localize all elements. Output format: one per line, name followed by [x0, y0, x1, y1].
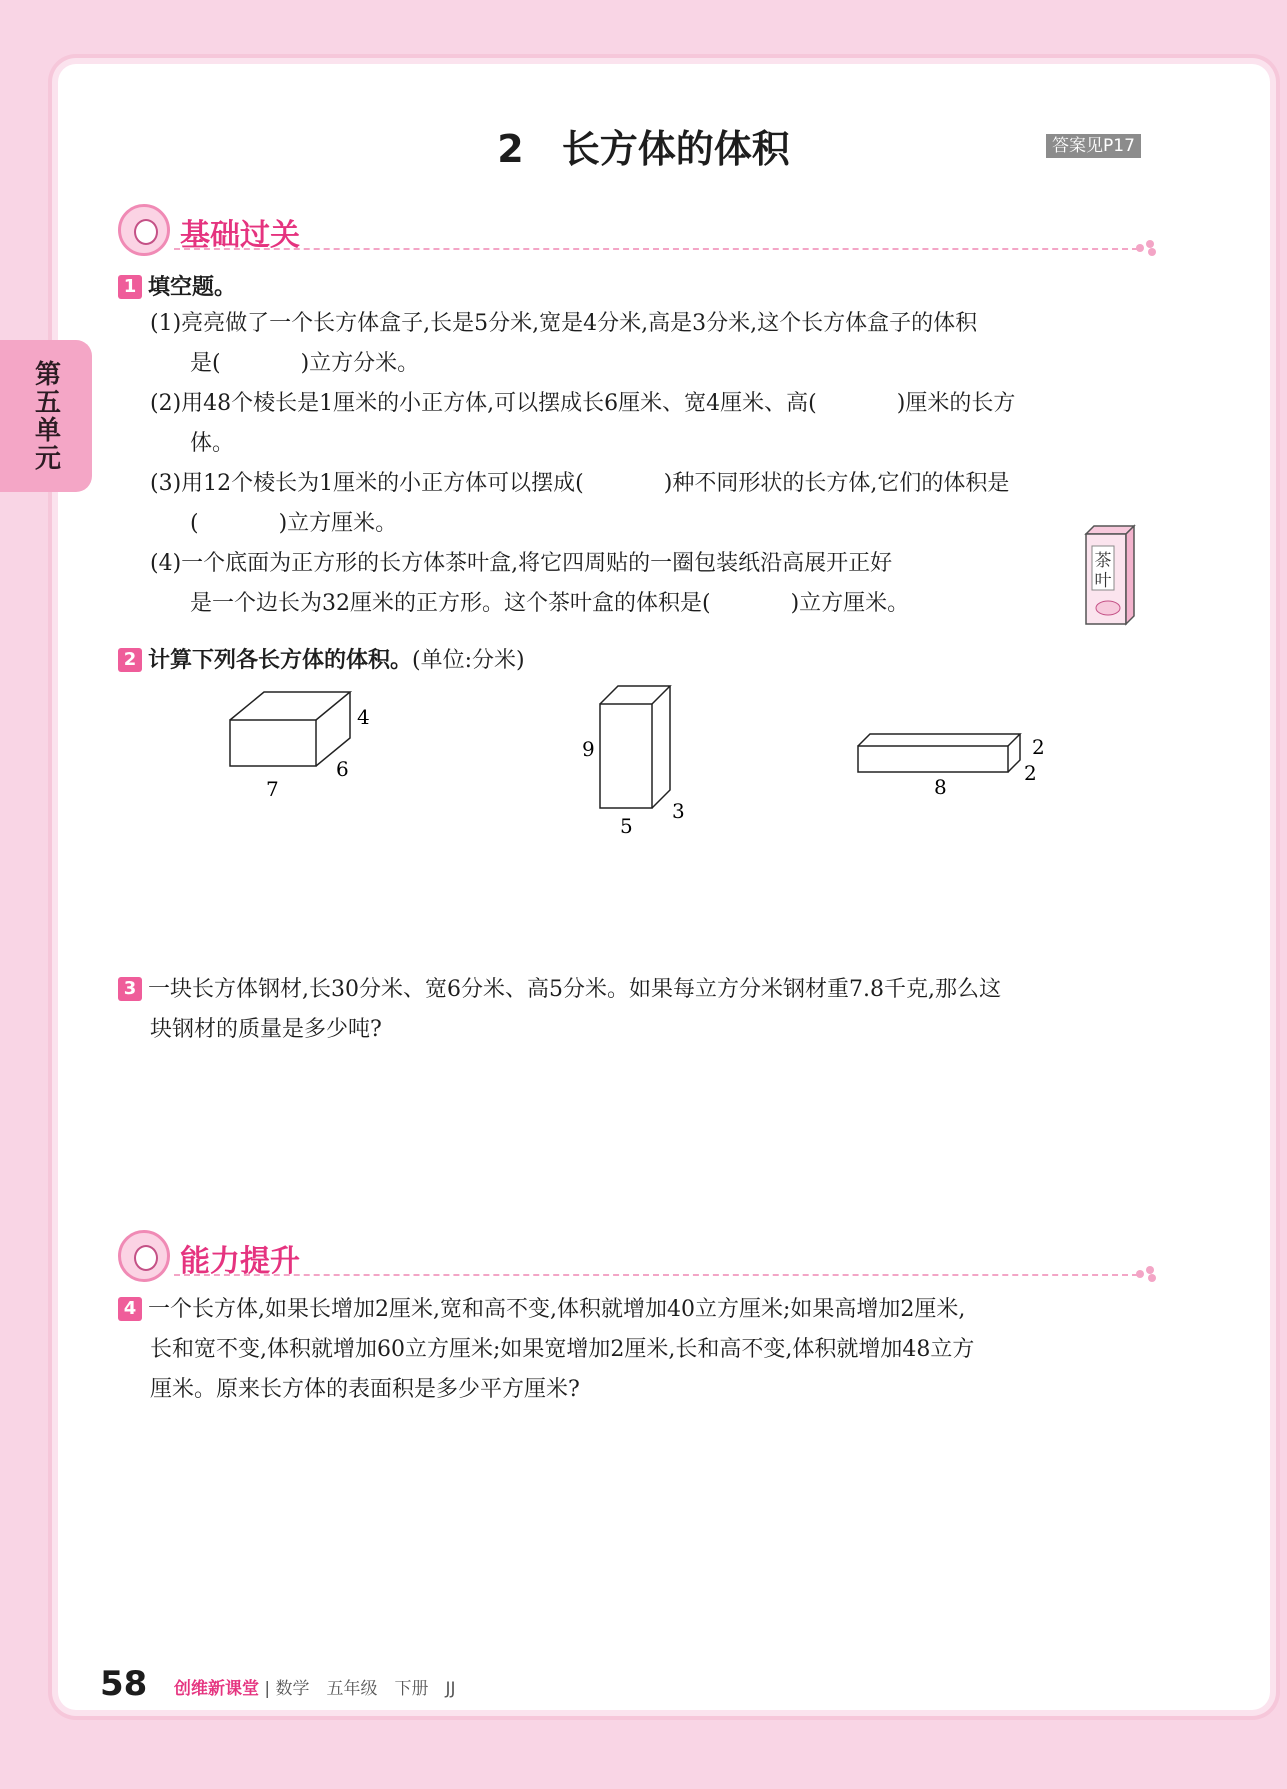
text-fragment: 一个长方体,如果长增加2厘米,宽和高不变,体积就增加40立方厘米;如果高增加2厘米, [148, 1297, 966, 1322]
tea-label-char-1: 茶 [1094, 551, 1112, 571]
page-title: 2 长方体的体积 [497, 127, 790, 171]
footer-brand: 创维新课堂 | 数学 五年级 下册 JJ [174, 1679, 456, 1699]
q1-part4-line2 [190, 584, 909, 624]
text-fragment: )种不同形状的长方体,它们的体积是 [663, 471, 1010, 496]
question-number-badge: 3 [118, 977, 142, 1001]
dots-decoration-icon [1136, 240, 1158, 254]
q1-part2-line1 [150, 384, 1015, 424]
q1-part1-line2 [190, 344, 419, 384]
text-fragment: )立方分米。 [300, 351, 420, 376]
box3-length-label: 8 [934, 775, 947, 799]
q1-part3-line2 [190, 504, 397, 544]
q1-part4-line1: (4)一个底面为正方形的长方体茶叶盒,将它四周贴的一圈包装纸沿高展开正好 [150, 551, 893, 576]
box3-width-label: 2 [1024, 761, 1037, 785]
text-fragment: )立方厘米。 [278, 511, 398, 536]
q1-part2-line2: 体。 [190, 431, 235, 456]
text-fragment: 是( [190, 351, 221, 376]
question-2-unit: (单位:分米) [412, 648, 525, 673]
box3-height-label: 2 [1032, 735, 1045, 759]
question-3-line2: 块钢材的质量是多少吨? [150, 1017, 382, 1042]
tea-box-icon [1078, 524, 1138, 628]
dots-decoration-icon [1136, 1266, 1158, 1280]
question-1-title: 填空题。 [148, 275, 237, 300]
footer-meta: 数学 五年级 下册 JJ [275, 1679, 456, 1699]
question-2-title: 计算下列各长方体的体积。 [148, 648, 413, 673]
box2-length-label: 5 [620, 814, 633, 838]
cuboid-figure-3 [850, 726, 1050, 810]
mascot-icon [118, 1230, 170, 1282]
cuboid-figure-1 [220, 680, 380, 810]
text-fragment: 是一个边长为32厘米的正方形。这个茶叶盒的体积是( [190, 591, 711, 616]
dashed-divider [174, 1274, 1138, 1276]
box1-height-label: 4 [357, 705, 370, 729]
text-fragment: )厘米的长方 [896, 391, 1016, 416]
unit-side-tab [0, 340, 92, 492]
question-4-line1 [118, 1290, 1160, 1330]
answer-reference-tag: 答案见P17 [1046, 134, 1141, 158]
question-number-badge: 1 [118, 275, 142, 299]
question-1-heading [118, 270, 236, 301]
box1-width-label: 6 [336, 757, 349, 781]
section-title-basic: 基础过关 [180, 218, 300, 253]
box2-height-label: 9 [582, 737, 595, 761]
text-fragment: (2)用48个棱长是1厘米的小正方体,可以摆成长6厘米、宽4厘米、高( [150, 391, 817, 416]
question-3-line1 [118, 970, 1158, 1010]
dashed-divider [174, 248, 1138, 250]
box2-width-label: 3 [672, 799, 685, 823]
section-header-basic [118, 204, 1158, 264]
question-4-line3: 厘米。原来长方体的表面积是多少平方厘米? [150, 1377, 580, 1402]
q1-part3-line1 [150, 464, 1009, 504]
text-fragment: )立方厘米。 [790, 591, 910, 616]
question-number-badge: 2 [118, 648, 142, 672]
unit-side-tab-label: 第五单元 [30, 360, 61, 472]
question-2-heading [118, 643, 525, 674]
q1-part1-line1: (1)亮亮做了一个长方体盒子,长是5分米,宽是4分米,高是3分米,这个长方体盒子的体积 [150, 311, 978, 336]
text-fragment: (3)用12个棱长为1厘米的小正方体可以摆成( [150, 471, 584, 496]
question-4-line2: 长和宽不变,体积就增加60立方厘米;如果宽增加2厘米,长和高不变,体积就增加48立方 [150, 1337, 975, 1362]
question-number-badge: 4 [118, 1297, 142, 1321]
cuboid-figure-2 [576, 678, 696, 838]
box1-length-label: 7 [266, 777, 279, 801]
page-number: 58 [100, 1664, 148, 1704]
footer-brand-name: 创维新课堂 [174, 1679, 259, 1699]
tea-label-char-2: 叶 [1094, 571, 1112, 591]
section-header-advanced [118, 1230, 1158, 1290]
section-title-advanced: 能力提升 [180, 1244, 300, 1279]
mascot-icon [118, 204, 170, 256]
text-fragment: 一块长方体钢材,长30分米、宽6分米、高5分米。如果每立方分米钢材重7.8千克,那么这 [148, 977, 1001, 1002]
text-fragment: ( [190, 511, 199, 536]
